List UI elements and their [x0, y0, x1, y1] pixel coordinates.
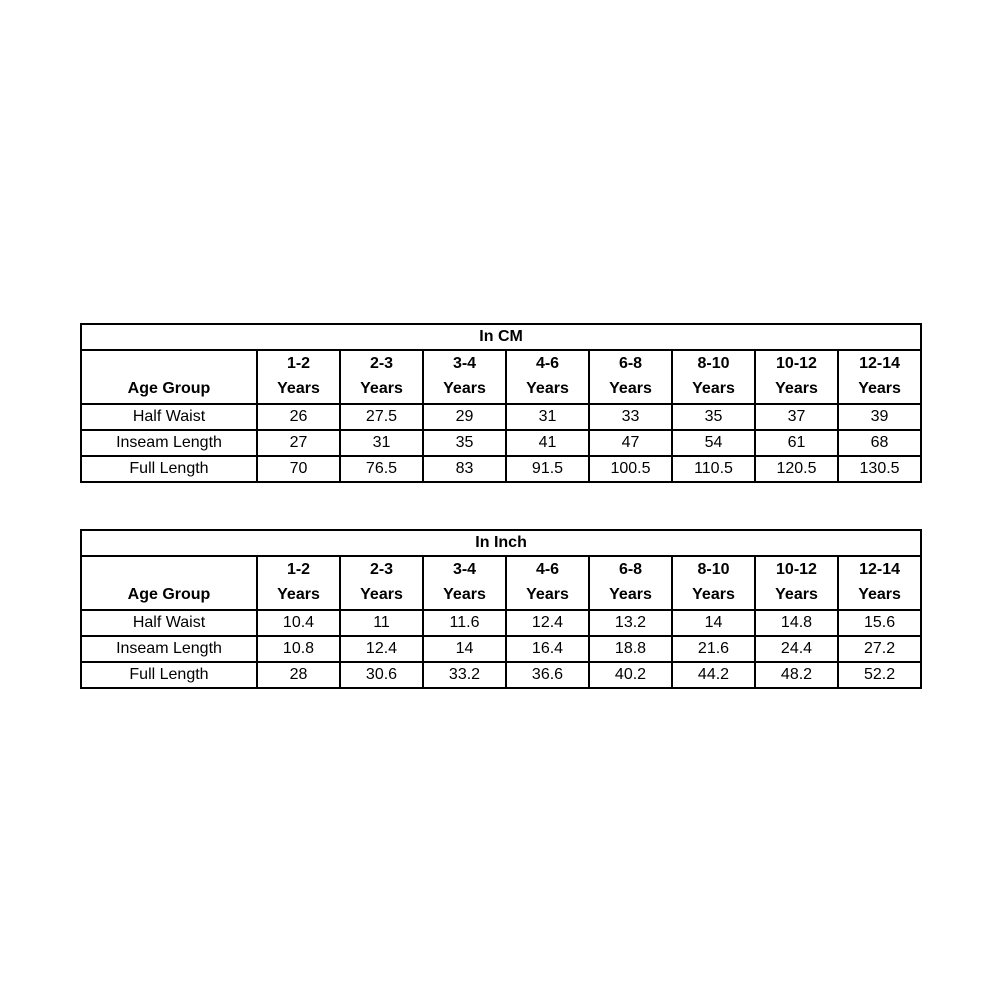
- table-cell: 68: [838, 430, 921, 456]
- table-cell: 40.2: [589, 662, 672, 688]
- table-cell: 44.2: [672, 662, 755, 688]
- age-group-header: Age Group: [81, 556, 257, 610]
- table-row: [81, 456, 921, 482]
- table-row: [81, 610, 921, 636]
- table-cell: 27: [257, 430, 340, 456]
- table-row: [81, 404, 921, 430]
- column-range: 10-12: [776, 561, 817, 578]
- row-label: Full Length: [81, 456, 257, 482]
- table-row: [81, 430, 921, 456]
- column-header: [672, 556, 755, 610]
- table-cell: 39: [838, 404, 921, 430]
- table-cell: 110.5: [672, 456, 755, 482]
- table-cell: 120.5: [755, 456, 838, 482]
- column-header: [589, 556, 672, 610]
- table-cell: 76.5: [340, 456, 423, 482]
- table-cell: 35: [672, 404, 755, 430]
- table-title: In Inch: [81, 530, 921, 556]
- column-unit: Years: [692, 586, 735, 603]
- column-range: 8-10: [697, 561, 730, 578]
- column-header: [838, 350, 921, 404]
- column-header: [340, 556, 423, 610]
- table-cell: 33.2: [423, 662, 506, 688]
- table-cell: 61: [755, 430, 838, 456]
- table-cell: 29: [423, 404, 506, 430]
- column-header: [506, 556, 589, 610]
- column-unit: Years: [775, 586, 818, 603]
- column-unit: Years: [277, 586, 320, 603]
- table-row: [81, 636, 921, 662]
- column-range: 4-6: [535, 355, 560, 372]
- table-cell: 12.4: [506, 610, 589, 636]
- column-range: 4-6: [535, 561, 560, 578]
- column-unit: Years: [858, 380, 901, 397]
- table-cell: 21.6: [672, 636, 755, 662]
- table-cell: 52.2: [838, 662, 921, 688]
- column-header: [755, 556, 838, 610]
- column-range: 8-10: [697, 355, 730, 372]
- table-cell: 14: [423, 636, 506, 662]
- column-header: [257, 556, 340, 610]
- size-chart-cm-table: [80, 323, 922, 483]
- table-cell: 11: [340, 610, 423, 636]
- table-cell: 91.5: [506, 456, 589, 482]
- column-header: [672, 350, 755, 404]
- table-cell: 31: [506, 404, 589, 430]
- column-unit: Years: [526, 586, 569, 603]
- column-header: [506, 350, 589, 404]
- table-cell: 11.6: [423, 610, 506, 636]
- table-cell: 12.4: [340, 636, 423, 662]
- row-label: Half Waist: [81, 404, 257, 430]
- table-cell: 48.2: [755, 662, 838, 688]
- table-cell: 37: [755, 404, 838, 430]
- column-header: [423, 556, 506, 610]
- column-range: 3-4: [452, 561, 477, 578]
- table-cell: 14: [672, 610, 755, 636]
- table-cell: 41: [506, 430, 589, 456]
- table-cell: 18.8: [589, 636, 672, 662]
- table-cell: 15.6: [838, 610, 921, 636]
- size-chart-inch-table: [80, 529, 922, 689]
- column-unit: Years: [858, 586, 901, 603]
- column-range: 1-2: [286, 355, 311, 372]
- column-unit: Years: [360, 586, 403, 603]
- table-cell: 10.4: [257, 610, 340, 636]
- table-cell: 54: [672, 430, 755, 456]
- column-header: [423, 350, 506, 404]
- table-cell: 130.5: [838, 456, 921, 482]
- column-range: 1-2: [286, 561, 311, 578]
- column-unit: Years: [443, 380, 486, 397]
- column-unit: Years: [775, 380, 818, 397]
- column-unit: Years: [360, 380, 403, 397]
- table-row: [81, 662, 921, 688]
- table-cell: 36.6: [506, 662, 589, 688]
- column-range: 6-8: [618, 561, 643, 578]
- row-label: Half Waist: [81, 610, 257, 636]
- column-header: [755, 350, 838, 404]
- column-unit: Years: [692, 380, 735, 397]
- column-unit: Years: [609, 380, 652, 397]
- column-range: 6-8: [618, 355, 643, 372]
- table-cell: 14.8: [755, 610, 838, 636]
- column-range: 3-4: [452, 355, 477, 372]
- column-header: [838, 556, 921, 610]
- age-group-header: Age Group: [81, 350, 257, 404]
- column-range: 12-14: [859, 561, 901, 578]
- table-cell: 100.5: [589, 456, 672, 482]
- table-cell: 47: [589, 430, 672, 456]
- table-cell: 13.2: [589, 610, 672, 636]
- table-cell: 26: [257, 404, 340, 430]
- table-cell: 10.8: [257, 636, 340, 662]
- column-unit: Years: [277, 380, 320, 397]
- column-unit: Years: [609, 586, 652, 603]
- table-cell: 16.4: [506, 636, 589, 662]
- table-cell: 27.5: [340, 404, 423, 430]
- table-cell: 28: [257, 662, 340, 688]
- column-header: [340, 350, 423, 404]
- table-cell: 27.2: [838, 636, 921, 662]
- table-cell: 24.4: [755, 636, 838, 662]
- table-cell: 83: [423, 456, 506, 482]
- column-range: 10-12: [776, 355, 817, 372]
- column-range: 2-3: [369, 355, 394, 372]
- table-cell: 30.6: [340, 662, 423, 688]
- table-cell: 35: [423, 430, 506, 456]
- column-header: [589, 350, 672, 404]
- row-label: Inseam Length: [81, 430, 257, 456]
- column-header: [257, 350, 340, 404]
- column-range: 2-3: [369, 561, 394, 578]
- table-cell: 70: [257, 456, 340, 482]
- column-unit: Years: [443, 586, 486, 603]
- column-unit: Years: [526, 380, 569, 397]
- column-range: 12-14: [859, 355, 901, 372]
- row-label: Full Length: [81, 662, 257, 688]
- table-title: In CM: [81, 324, 921, 350]
- table-cell: 33: [589, 404, 672, 430]
- table-cell: 31: [340, 430, 423, 456]
- row-label: Inseam Length: [81, 636, 257, 662]
